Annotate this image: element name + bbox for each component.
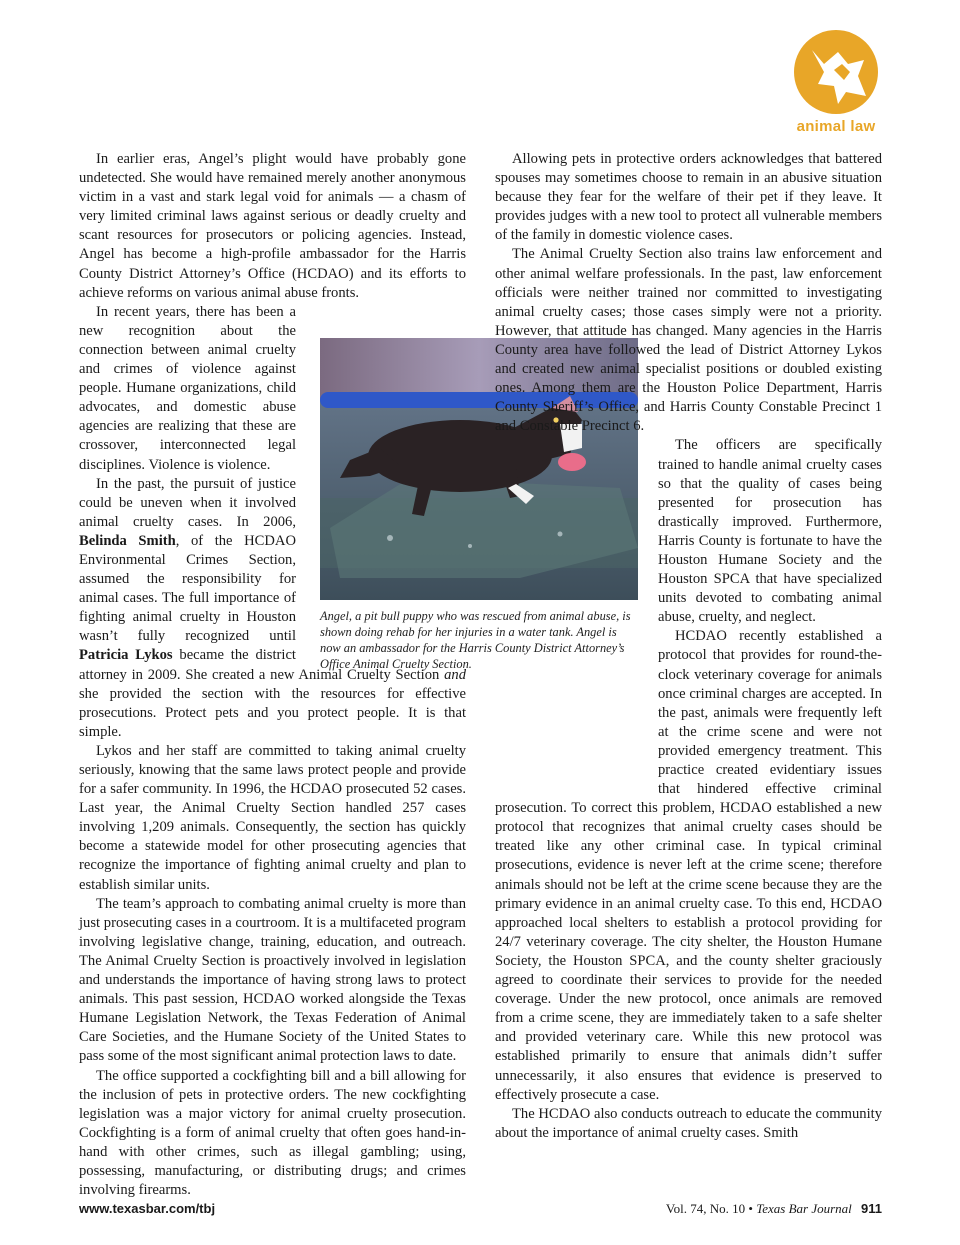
text-run: In the past, the pursuit of justice could be uneven when it involved animal cruelty cases. In 2006, bbox=[79, 475, 296, 530]
paragraph: The team’s approach to combating animal cruelty is more than just prosecuting cases in a courtroom. It is a multifaceted program involving legislative change, training, education, and outreach. The Animal Cruelty Section is proactively involved in legislation and understands the importance of having strong laws to protect animals. This past session, HCDAO worked alongside the Texas Humane Legislation Network, the Texas Federation of Animal Care Societies, and the Humane Society of the United States to pass some of the most significant animal protection laws to date. bbox=[79, 895, 466, 1065]
dog-and-cat-icon-art bbox=[794, 30, 878, 114]
text-run: she provided the section with the resources for effective prosecutions. Protect pets and you protect people. It is that simple. bbox=[79, 685, 466, 740]
dog-and-cat-silhouette-icon bbox=[794, 30, 878, 114]
right-text-column bbox=[495, 150, 882, 1143]
photo-float-spacer bbox=[296, 303, 466, 653]
footer-url: www.texasbar.com/tbj bbox=[79, 1201, 216, 1216]
text-run: , of the HCDAO Environmental Crimes Section, assumed the responsibility for animal cases. The full importance of fighting animal cruelty in Houston wasn’t fully recognized until bbox=[79, 532, 296, 645]
section-label: animal law bbox=[796, 118, 876, 135]
paragraph: The HCDAO also conducts outreach to educate the community about the importance of animal cruelty cases. Smith bbox=[495, 1105, 882, 1141]
paragraph: The officers are specifically trained to handle animal cruelty cases so that the quality of cases being presented for prosecution has drastically improved. Furthermore, Harris County is fortunate to have the Houston Humane Society and the Houston SPCA that have specialized units devoted to combating animal abuse, cruelty, and neglect. bbox=[658, 437, 882, 626]
paragraph: In earlier eras, Angel’s plight would have probably gone undetected. She would have remained merely another anonymous victim in a vast and stark legal void for animals — a chasm of very limited criminal laws against serious or deadly cruelty and scant resources for prosecutors or policing agencies. Instead, Angel has become a high-profile ambassador for the Harris County District Attorney’s Office (HCDAO) and its efforts to achieve reforms on various animal abuse fronts. bbox=[79, 151, 466, 301]
left-text-column bbox=[79, 150, 466, 1200]
journal-title: Texas Bar Journal bbox=[756, 1201, 852, 1216]
photo-float-spacer bbox=[495, 436, 658, 786]
bullet-separator: • bbox=[748, 1201, 753, 1216]
text-run: became the district attorney in 2009. She created a new Animal Cruelty Section bbox=[79, 647, 440, 683]
volume-issue: Vol. 74, No. 10 bbox=[665, 1201, 746, 1216]
person-name-belinda-smith: Belinda Smith bbox=[79, 532, 176, 549]
paragraph: Allowing pets in protective orders acknowledges that battered spouses may sometimes choose to remain in an abusive situation because they fear for the welfare of their pet if they leave. It provides judges with a new tool to protect all vulnerable members of the family in domestic violence cases. bbox=[495, 151, 882, 244]
paragraph: HCDAO recently established a protocol that provides for round-the-clock veterinary coverage for animals once criminal charges are accepted. In the past, animals were frequently left at the crime scene and were not provided emergency treatment. This practice created evidentiary issues that hindered effective criminal prosecution. To correct this problem, HCDAO established a new protocol that recognizes that animal cruelty cases should be treated like any other criminal case. In typical criminal prosecutions, evidence is never left at the crime scene; therefore animals should not be left at the crime scene because they are the primary evidence in an animal cruelty case. To this end, HCDAO approached local shelters to establish a protocol providing for 24/7 veterinary coverage. The city shelter, the Houston Humane Society, the Houston SPCA, and the county shelter graciously agreed to coordinate their services to provide for the needed coverage. Under the new protocol, once animals are removed from a crime scene, they are immediately taken to a safe shelter and provided veterinary care. While this new protocol was established primarily to ensure that animals didn’t suffer unnecessarily, it also ensures that evidence is preserved to effectively prosecute a case. bbox=[495, 628, 882, 1103]
paragraph: The office supported a cockfighting bill and a bill allowing for the inclusion of pets in protective orders. The new cockfighting legislation was a major victory for animal cruelty prosecution. Cockfighting is a form of animal cruelty that often goes hand-in-hand with other crimes, such as illegal gambling; using, possessing, manufacturing, or distributing drugs; and crimes involving firearms. bbox=[79, 1067, 466, 1199]
paragraph: In recent years, there has been a new recognition about the connection between animal cruelty and crimes of violence against people. Humane organizations, child advocates, and domestic abuse agencies are realizing that these are crossover, interconnected legal disciplines. Violence is violence. bbox=[79, 303, 296, 473]
footer-citation bbox=[666, 1201, 882, 1217]
person-name-patricia-lykos: Patricia Lykos bbox=[79, 647, 173, 664]
paragraph: Lykos and her staff are committed to taking animal cruelty seriously, knowing that the same laws protect people and provide for a safer community. In 1996, the HCDAO prosecuted 52 cases. Last year, the Animal Cruelty Section handled 257 cases involving 1,209 animals. Consequently, the section has quickly become a statewide model for other prosecuting agencies that recognize the importance of fighting animal cruelty and plan to establish similar units. bbox=[79, 742, 466, 893]
page-number: 911 bbox=[861, 1201, 882, 1216]
photo-caption: Angel, a pit bull puppy who was rescued from animal abuse, is shown doing rehab for her injuries in a water tank. Angel is now an ambassador for the Harris County District Attorney’s Office Animal Cruelty Section. bbox=[320, 609, 631, 671]
emphasis-and: and bbox=[444, 666, 466, 683]
section-logo bbox=[786, 30, 886, 135]
paragraph: The Animal Cruelty Section also trains law enforcement and other animal welfare professionals. In the past, law enforcement officials were neither trained nor committed to investigating animal cruelty cases; those cases simply were not a priority. However, that attitude has changed. Many agencies in the Harris County area have followed the lead of District Attorney Lykos and created new animal specialist positions or doubled existing ones. Among them are the Houston Police Department, Harris County Sheriff’s Office, and Harris County Constable Precinct 1 and Constable Precinct 6. bbox=[495, 246, 882, 435]
